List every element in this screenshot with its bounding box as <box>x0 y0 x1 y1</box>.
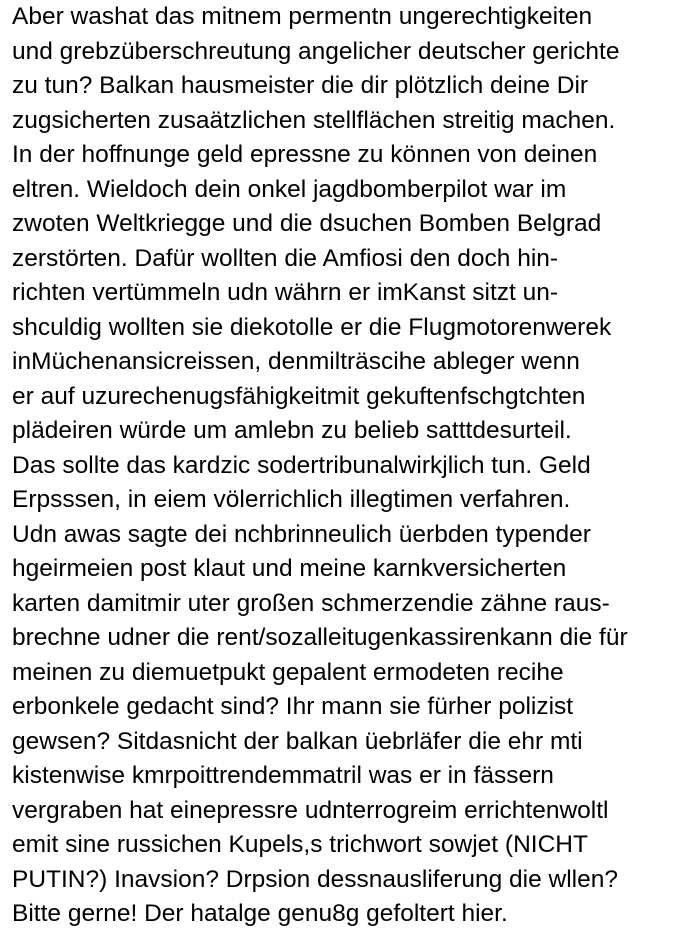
text-line: inMüchenansicreissen, denmilträscihe ableger wenn <box>12 348 580 375</box>
text-line: vergraben hat einepressre udnterrogreim errichtenwoltl <box>12 796 609 824</box>
text-line: Das sollte das kardzic sodertribunalwirkjlich tun. Geld <box>12 451 591 479</box>
text-line: zerstörten. Dafür wollten die Amfiosi den doch hin- <box>12 244 559 272</box>
text-line: zwoten Weltkriegge und die dsuchen Bomben Belgrad <box>12 210 602 237</box>
text-line: shculdig wollten sie diekotolle er die Flugmotorenwerek <box>12 313 612 341</box>
text-line: Udn awas sagte dei nchbrinneulich üerbden typender <box>12 520 591 548</box>
text-line: gewsen? Sitdasnicht der balkan üebrläfer die ehr mti <box>12 727 583 755</box>
text-line: zugsicherten zusaätzlichen stellflächen streitig machen. <box>12 106 616 134</box>
text-line: hgeirmeien post klaut und meine karnkversicherten <box>12 555 567 582</box>
text-line: Bitte gerne! Der hatalge genu8g gefoltert hier. <box>12 900 508 927</box>
text-line: In der hoffnunge geld epressne zu können von deinen <box>12 141 598 168</box>
text-line: erbonkele gedacht sind? Ihr mann sie fürher polizist <box>12 693 574 720</box>
text-line: Erpsssen, in eiem völerrichlich illegtimen verfahren. <box>12 486 571 513</box>
text-line: eltren. Wieldoch dein onkel jagdbomberpilot war im <box>12 175 567 203</box>
text-line: emit sine russichen Kupels,s trichwort sowjet (NICHT <box>12 831 588 858</box>
text-line: zu tun? Balkan hausmeister die dir plötzlich deine Dir <box>12 72 589 99</box>
text-line: karten damitmir uter großen schmerzendie zähne raus- <box>12 589 610 617</box>
text-line: PUTIN?) Inavsion? Drpsion dessnausliferung die wllen? <box>12 865 619 893</box>
text-line: richten vertümmeln udn währn er imKanst sitzt un- <box>12 279 559 306</box>
document-body <box>12 0 680 932</box>
text-line: Aber washat das mitnem permentn ungerechtigkeiten <box>12 3 593 30</box>
text-line: er auf uzurechenugsfähigkeitmit gekuftenfschgtchten <box>12 382 586 410</box>
text-line: brechne udner die rent/sozalleitugenkassirenkann die für <box>12 624 628 651</box>
text-line: meinen zu diemuetpukt gepalent ermodeten recihe <box>12 658 564 686</box>
text-line: und grebzüberschreutung angelicher deutscher gerichte <box>12 37 620 65</box>
text-line: plädeiren würde um amlebn zu belieb satttdesurteil. <box>12 417 572 444</box>
text-line: kistenwise kmrpoittrendemmatril was er in fässern <box>12 762 554 789</box>
